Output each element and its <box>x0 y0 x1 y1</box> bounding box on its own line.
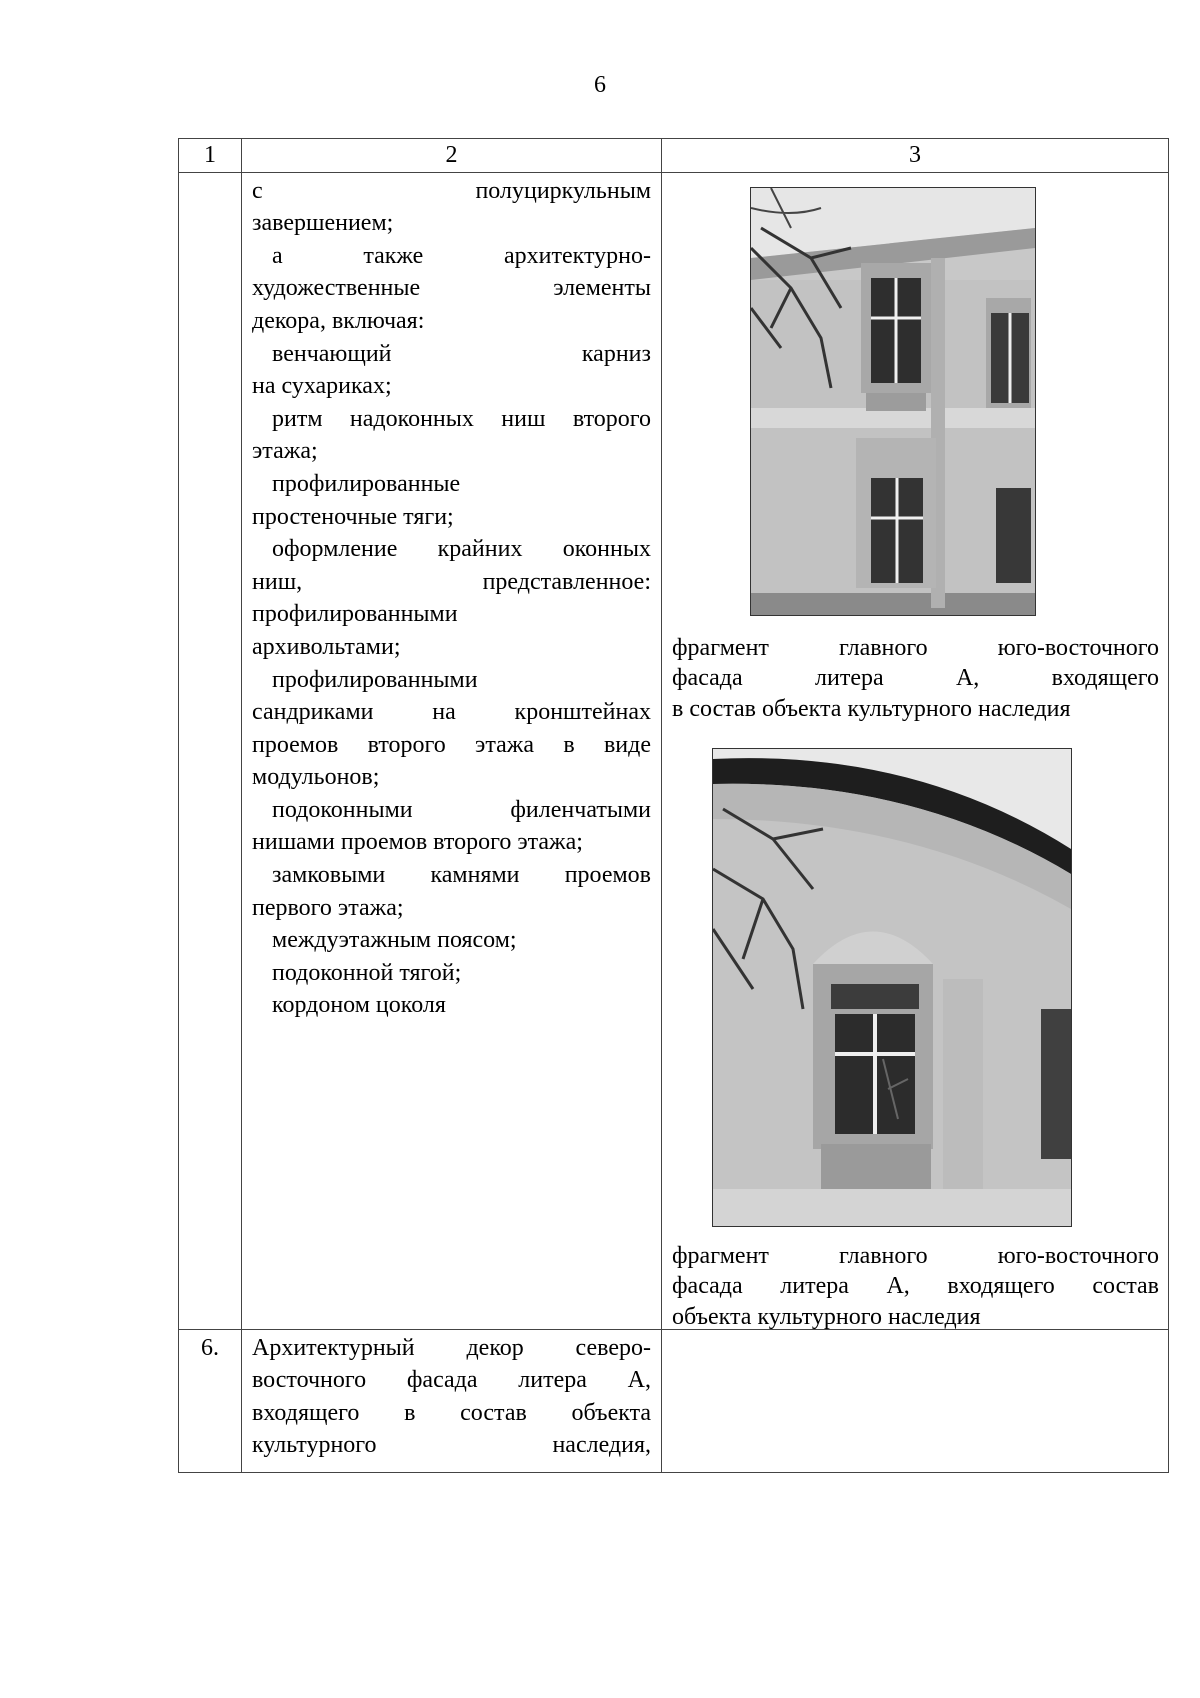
photos-cell <box>662 172 1169 1329</box>
text-line: междуэтажным поясом; <box>272 927 517 954</box>
text-line: завершением; <box>252 210 394 237</box>
description-cell <box>242 1329 662 1472</box>
description-text <box>252 175 651 1022</box>
header-col-2: 2 <box>242 139 662 173</box>
text-line: входящего в состав объекта <box>252 1399 651 1426</box>
row-number-cell <box>179 172 242 1329</box>
photos-cell <box>662 1329 1169 1472</box>
text-line: нишами проемов второго этажа; <box>252 829 583 856</box>
caption-1-line-1: фрагмент главного юго-восточного <box>672 634 1159 661</box>
text-line: кордоном цоколя <box>272 992 446 1019</box>
text-line: на сухариках; <box>252 373 392 400</box>
header-col-1: 1 <box>179 139 242 173</box>
photo-2-caption <box>672 1241 1159 1333</box>
text-line: Архитектурный декор северо- <box>252 1334 651 1361</box>
header-col-3: 3 <box>662 139 1169 173</box>
text-line: а также архитектурно- <box>272 242 651 269</box>
text-line: простеночные тяги; <box>252 503 454 530</box>
text-line: проемов второго этажа в виде <box>252 731 651 758</box>
facade-photo-1 <box>750 187 1036 616</box>
text-line: восточного фасада литера А, <box>252 1367 651 1394</box>
text-line: венчающий карниз <box>272 340 651 367</box>
text-line: профилированные <box>272 470 461 497</box>
text-line: с полуциркульным <box>252 177 651 204</box>
text-line: художественные элементы <box>252 275 651 302</box>
caption-1-line-3: в состав объекта культурного наследия <box>672 695 1071 722</box>
text-line: культурного наследия, <box>252 1432 651 1459</box>
facade-photo-2-image <box>713 749 1071 1226</box>
text-line: этажа; <box>252 438 318 465</box>
caption-2-line-3: объекта культурного наследия <box>672 1303 981 1330</box>
text-line: ритм надоконных ниш второго <box>272 405 651 432</box>
text-line: оформление крайних оконных <box>272 536 651 563</box>
text-line: профилированными <box>272 666 478 693</box>
caption-1-line-2: фасада литера А, входящего <box>672 665 1159 692</box>
description-cell <box>242 172 662 1329</box>
text-line: модульонов; <box>252 764 380 791</box>
table-row-continued <box>179 172 1169 1329</box>
text-line: ниш, представленное: <box>252 568 651 595</box>
caption-2-line-2: фасада литера А, входящего состав <box>672 1273 1159 1300</box>
text-line: архивольтами; <box>252 633 401 660</box>
text-line: первого этажа; <box>252 894 404 921</box>
photo-1-caption <box>672 633 1159 725</box>
text-line: подоконной тягой; <box>272 959 462 986</box>
table-header-row <box>179 139 1169 173</box>
facade-photo-1-image <box>751 188 1035 615</box>
text-line: декора, включая: <box>252 307 425 334</box>
caption-2-line-1: фрагмент главного юго-восточного <box>672 1242 1159 1269</box>
row-number-cell: 6. <box>179 1329 242 1472</box>
table-row-6 <box>179 1329 1169 1472</box>
text-line: подоконными филенчатыми <box>272 796 651 823</box>
description-text <box>252 1332 651 1462</box>
text-line: профилированными <box>252 601 458 628</box>
text-line: замковыми камнями проемов <box>272 862 651 889</box>
heritage-table <box>178 138 1169 1473</box>
text-line: сандриками на кронштейнах <box>252 699 651 726</box>
facade-photo-2 <box>712 748 1072 1227</box>
page-number: 6 <box>594 72 606 98</box>
